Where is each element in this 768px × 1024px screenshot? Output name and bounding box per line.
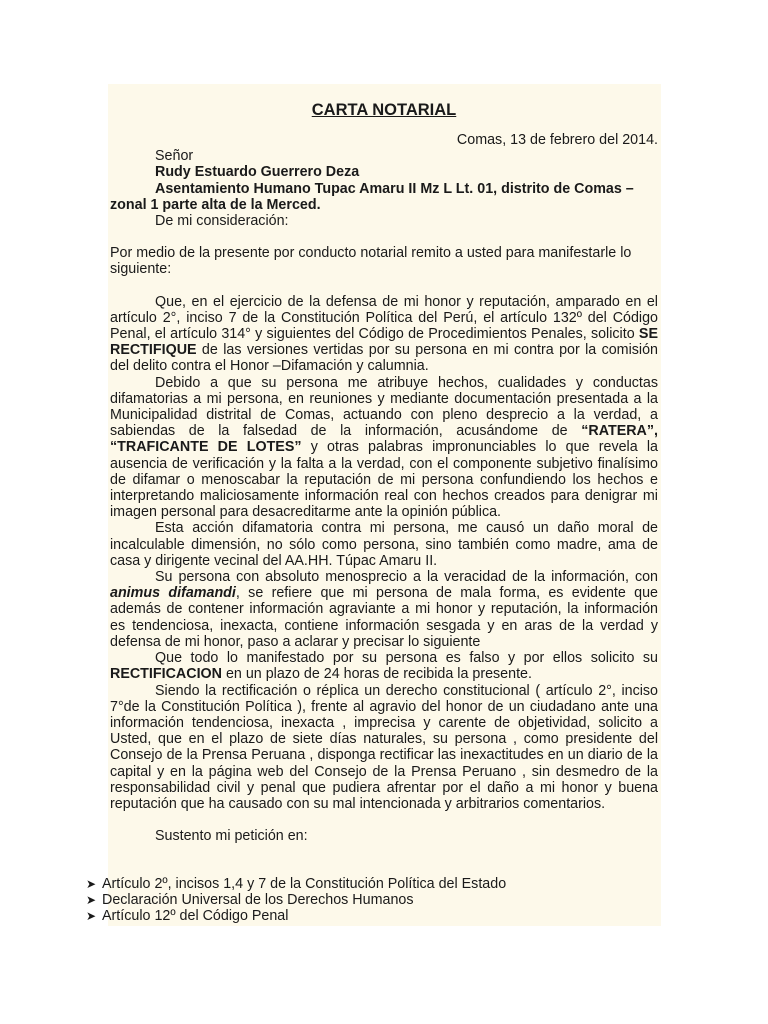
paragraph-1: Que, en el ejercicio de la defensa de mi honor y reputación, amparado en el artículo 2°, inciso 7 de la Constitución Política del Perú, el artículo 132º del Código Penal, el artículo 314° y siguientes del Código de Procedimientos Penales, solicito SE RECTIFIQUE de las versiones vertidas por su persona en mi contra por la comisión del delito contra el Honor –Difamación y calumnia.	[110, 293, 658, 375]
date-line: Comas, 13 de febrero del 2014.	[456, 132, 658, 148]
support-intro: Sustento mi petición en:	[155, 828, 308, 845]
paragraph-2: Debido a que su persona me atribuye hechos, cualidades y conductas difamatorias a mi persona, en reuniones y mediante documentación presentada a la Municipalidad distrital de Comas, actuando con pleno desprecio a la verdad, a sabiendas de la falsedad de la información, acusándome de “RATERA”, “TRAFICANTE DE LOTES” y otras palabras impronunciables lo que revela la ausencia de verificación y la falta a la verdad, con el componente subjetivo finalísimo de difamar o menoscabar la reputación de mi persona confundiendo los hechos e interpretando maliciosamente información real con hechos creados para denigrar mi imagen personal para desacreditarme ante la opinión pública.	[110, 374, 658, 521]
recipient-name: Rudy Estuardo Guerrero Deza	[155, 164, 360, 181]
greeting: De mi consideración:	[155, 213, 289, 230]
legal-basis-list	[86, 876, 686, 925]
paragraph-6: Siendo la rectificación o réplica un derecho constitucional ( artículo 2°, inciso 7°de la Constitución Política ), frente al agravio del honor de un ciudadano ante una información tendenciosa, inexacta , imprecisa y carente de objetividad, solicito a Usted, que en el plazo de siete días naturales, su persona , como presidente del Consejo de la Prensa Peruana , disponga rectificar las inexactitudes en un diario de la capital y en la página web del Consejo de la Prensa Peruano , sin desmedro de la responsabilidad civil y penal que pudiera afrentar por el daño a mi honor y buena reputación que ha causado con su mal intencionada y arbitrarios comentarios.	[110, 682, 658, 812]
intro-paragraph: Por medio de la presente por conducto notarial remito a usted para manifestarle lo siguiente:	[110, 245, 632, 278]
page-title: CARTA NOTARIAL	[311, 101, 457, 119]
letter-body	[110, 98, 658, 844]
recipient-address-line-2: zonal 1 parte alta de la Merced.	[110, 196, 321, 213]
list-item: ➤ Artículo 12º del Código Penal	[86, 908, 289, 925]
list-item: ➤ Artículo 2º, incisos 1,4 y 7 de la Constitución Política del Estado	[86, 876, 507, 892]
emphasis-rectificacion: RECTIFICACION	[110, 666, 222, 683]
arrow-bullet-icon: ➤	[86, 877, 97, 891]
emphasis-animus-difamandi: animus difamandi	[110, 585, 236, 602]
arrow-bullet-icon: ➤	[86, 909, 97, 924]
paragraph-3: Esta acción difamatoria contra mi persona, me causó un daño moral de incalculable dimensión, no sólo como persona, sino también como madre, ama de casa y dirigente vecinal del AA.HH. Túpac Amaru II.	[110, 520, 658, 569]
list-item: ➤ Declaración Universal de los Derechos Humanos	[86, 892, 414, 909]
emphasis-se-rectifique: SE RECTIFIQUE	[110, 326, 658, 359]
recipient-address-line-1: Asentamiento Humano Tupac Amaru II Mz L Lt. 01, distrito de Comas –	[155, 180, 634, 197]
emphasis-accusations: “RATERA”, “TRAFICANTE DE LOTES”	[110, 423, 658, 456]
paragraph-4: Su persona con absoluto menosprecio a la veracidad de la información, con animus difamandi, se refiere que mi persona de mala forma, es evidente que además de contener información agraviante a mi honor y reputación, la información es tendenciosa, inexacta, contiene información sesgada y en aras de la verdad y defensa de mi honor, paso a aclarar y precisar lo siguiente	[110, 569, 658, 650]
salutation: Señor	[155, 148, 194, 165]
paragraph-5: Que todo lo manifestado por su persona es falso y por ellos solicito su RECTIFICACION en un plazo de 24 horas de recibida la presente.	[110, 650, 658, 683]
arrow-bullet-icon: ➤	[86, 893, 97, 908]
